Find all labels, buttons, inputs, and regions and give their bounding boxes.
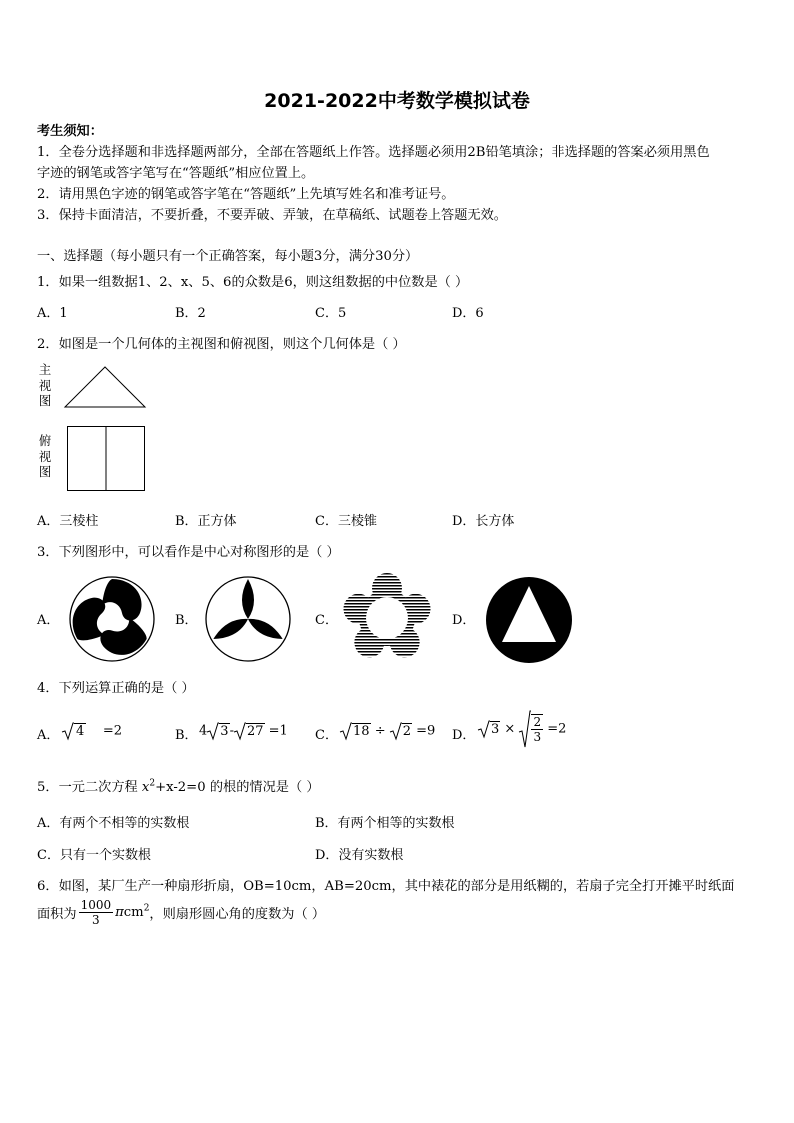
q3-letter-c: C． bbox=[315, 613, 338, 628]
q3-figure-c-striped-flower bbox=[340, 572, 434, 662]
q1-option-c: C．5 bbox=[315, 306, 347, 321]
q4-option-d-expr: 3 × $\frac{2}{3}$ =2 bbox=[478, 710, 566, 748]
top-view-rectangle bbox=[67, 426, 147, 492]
question-6-line-2: 面积为 $\frac{1000}{3}$ πcm$^2$，则扇形圆心角的度数为（ ） bbox=[37, 898, 326, 927]
q2-option-d: D．长方体 bbox=[452, 514, 515, 529]
sqrt-icon bbox=[234, 722, 246, 740]
q4-option-b-expr: 4 3- 27 =1 bbox=[199, 723, 288, 739]
q4-option-c-expr: 18 ÷ 2 =9 bbox=[340, 722, 435, 740]
q3-letter-b: B． bbox=[175, 613, 198, 628]
q3-figure-d-circle-triangle bbox=[484, 575, 574, 665]
notice-line-2: 2．请用黑色字迹的钢笔或答字笔在“答题纸”上先填写姓名和准考证号。 bbox=[37, 187, 455, 202]
q4-option-a-expr: 4 =2 bbox=[62, 722, 122, 740]
q2-option-a: A．三棱柱 bbox=[37, 514, 99, 529]
q5-option-a: A．有两个不相等的实数根 bbox=[37, 816, 190, 831]
q5-option-c: C．只有一个实数根 bbox=[37, 848, 151, 863]
q4-letter-a: A． bbox=[37, 728, 60, 743]
q5-option-b: B．有两个相等的实数根 bbox=[315, 816, 455, 831]
notice-line-1a: 1．全卷分选择题和非选择题两部分，全部在答题纸上作答。选择题必须用2B铅笔填涂；非选择题的答案必须用黑色 bbox=[37, 145, 710, 160]
q1-option-a: A．1 bbox=[37, 306, 68, 321]
question-2-stem: 2．如图是一个几何体的主视图和俯视图，则这个几何体是（ ） bbox=[37, 337, 406, 352]
sqrt-icon bbox=[478, 720, 490, 738]
sqrt-icon bbox=[62, 722, 74, 740]
page-title: 2021-2022中考数学模拟试卷 bbox=[264, 90, 530, 112]
sqrt-icon bbox=[340, 722, 352, 740]
question-3-stem: 3．下列图形中，可以看作是中心对称图形的是（ ） bbox=[37, 545, 340, 560]
q2-option-b: B．正方体 bbox=[175, 514, 237, 529]
q1-option-d: D．6 bbox=[452, 306, 484, 321]
front-view-triangle bbox=[64, 366, 148, 408]
question-4-stem: 4．下列运算正确的是（ ） bbox=[37, 681, 195, 696]
q4-letter-c: C． bbox=[315, 728, 338, 743]
section-heading: 一、选择题（每小题只有一个正确答案，每小题3分，满分30分） bbox=[37, 249, 419, 264]
q3-figure-b-three-petals bbox=[204, 575, 292, 663]
q2-option-c: C．三棱锥 bbox=[315, 514, 377, 529]
q3-figure-a-triskelion bbox=[68, 575, 156, 663]
q4-letter-d: D． bbox=[452, 728, 476, 743]
q5-option-d: D．没有实数根 bbox=[315, 848, 404, 863]
notice-heading: 考生须知： bbox=[37, 124, 103, 139]
sqrt-icon bbox=[519, 710, 531, 748]
notice-line-3: 3．保持卡面清洁，不要折叠，不要弄破、弄皱，在草稿纸、试题卷上答题无效。 bbox=[37, 208, 507, 223]
sqrt-icon bbox=[207, 722, 219, 740]
front-view-label: 主 视 图 bbox=[38, 362, 52, 408]
sqrt-icon bbox=[390, 722, 402, 740]
question-5-stem: 5．一元二次方程 $x^2+x-2=0$ 的根的情况是（ ） bbox=[37, 778, 320, 795]
q3-letter-d: D． bbox=[452, 613, 476, 628]
top-view-label: 俯 视 图 bbox=[38, 433, 52, 479]
q1-option-b: B．2 bbox=[175, 306, 206, 321]
q3-letter-a: A． bbox=[37, 613, 60, 628]
notice-line-1b: 字迹的钢笔或答字笔写在“答题纸”相应位置上。 bbox=[37, 166, 315, 181]
question-1-stem: 1．如果一组数据1、2、x、5、6的众数是6，则这组数据的中位数是（ ） bbox=[37, 275, 469, 290]
question-6-line-1: 6．如图，某厂生产一种扇形折扇，OB=10cm，AB=20cm，其中裱花的部分是用纸糊的，若扇子完全打开摊平时纸面 bbox=[37, 879, 735, 894]
q4-letter-b: B． bbox=[175, 728, 198, 743]
